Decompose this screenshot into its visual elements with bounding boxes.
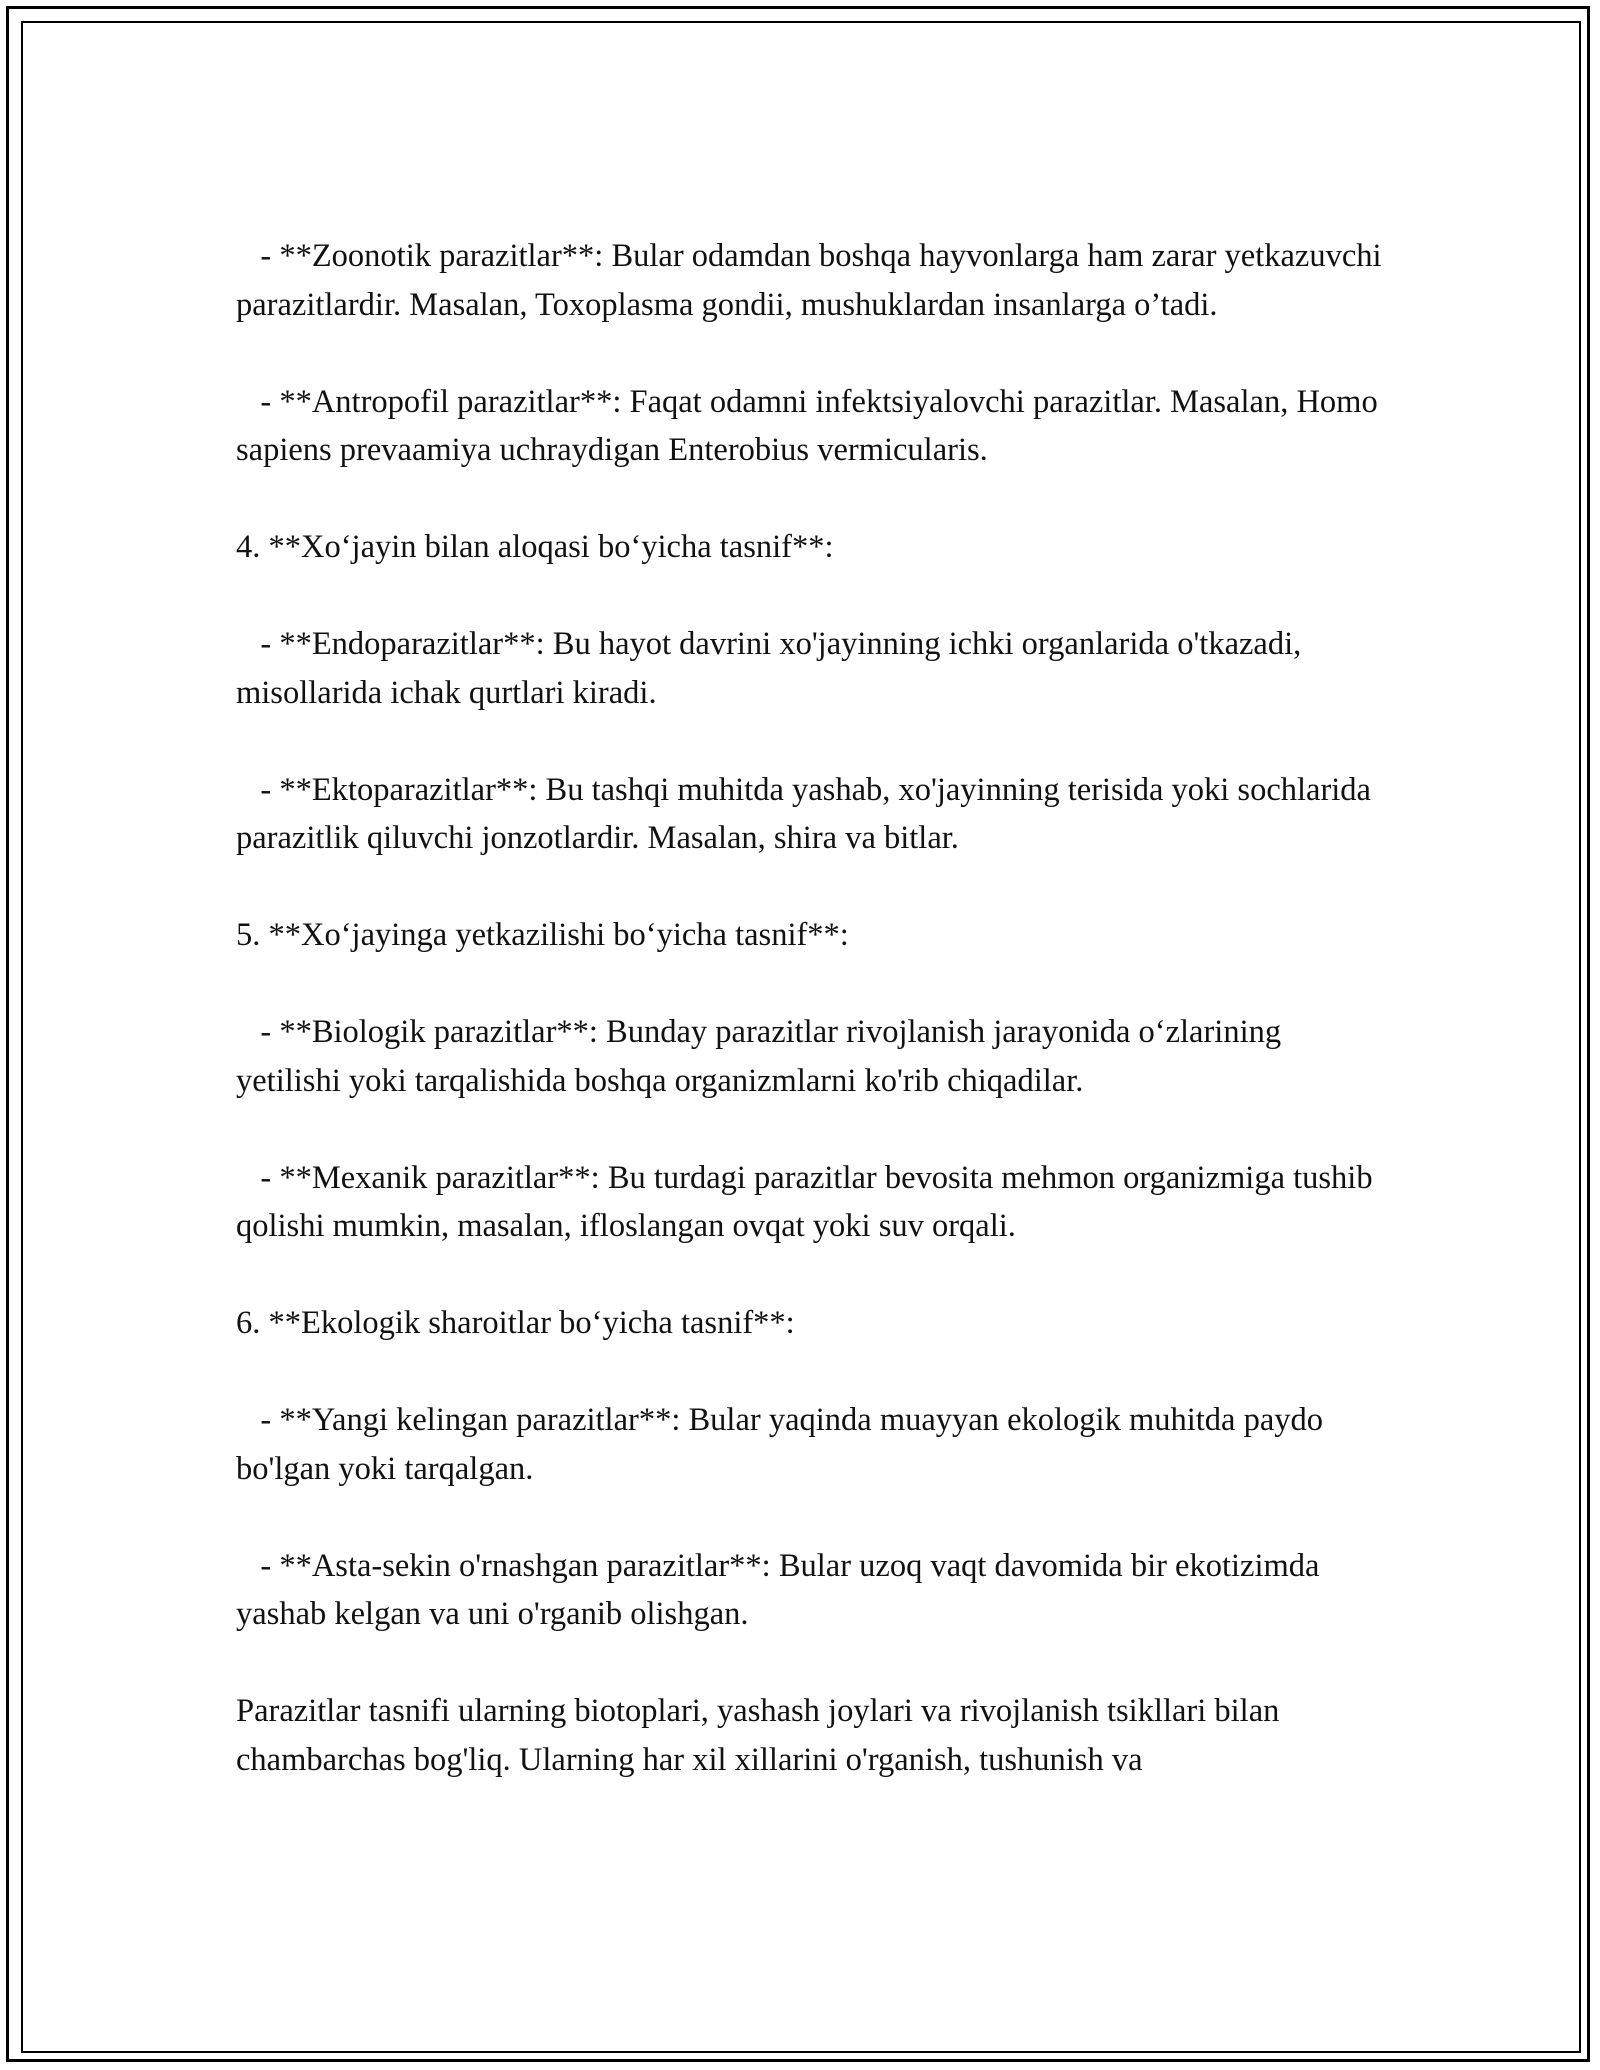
paragraph-ektoparazitlar: - **Ektoparazitlar**: Bu tashqi muhitda yashab, xo'jayinning terisida yoki sochlarida parazitlik qiluvchi jonzotlardir. Masalan, shira va bitlar. <box>236 771 1380 856</box>
paragraph-zoonotik: - **Zoonotik parazitlar**: Bular odamdan boshqa hayvonlarga ham zarar yetkazuvchi parazitlardir. Masalan, Toxoplasma gondii, mushuklardan insanlarga o’tadi. <box>236 238 1390 323</box>
paragraph-mexanik: - **Mexanik parazitlar**: Bu turdagi parazitlar bevosita mehmon organizmiga tushib qolishi mumkin, masalan, ifloslangan ovqat yoki suv orqali. <box>236 1159 1381 1244</box>
paragraph-conclusion: Parazitlar tasnifi ularning biotoplari, yashash joylari va rivojlanish tsikllari bilan chambarchas bog'liq. Ularning har xil xillarini o'rganish, tushunish va <box>236 1693 1288 1778</box>
paragraph-asta-sekin: - **Asta-sekin o'rnashgan parazitlar**: Bular uzoq vaqt davomida bir ekotizimda yashab kelgan va uni o'rganib olishgan. <box>236 1547 1328 1632</box>
paragraph-yangi-kelingan: - **Yangi kelingan parazitlar**: Bular yaqinda muayyan ekologik muhitda paydo bo'lgan yoki tarqalgan. <box>236 1402 1332 1487</box>
document-body <box>236 232 1390 1784</box>
heading-host-relation: 4. **Xo‘jayin bilan aloqasi bo‘yicha tasnif**: <box>236 529 834 565</box>
paragraph-antropofil: - **Antropofil parazitlar**: Faqat odamni infektsiyalovchi parazitlar. Masalan, Homo sapiens prevaamiya uchraydigan Enterobius vermicularis. <box>236 383 1386 468</box>
paragraph-endoparazitlar: - **Endoparazitlar**: Bu hayot davrini xo'jayinning ichki organlarida o'tkazadi, misollarida ichak qurtlari kiradi. <box>236 626 1310 711</box>
paragraph-biologik: - **Biologik parazitlar**: Bunday parazitlar rivojlanish jarayonida o‘zlarining yetilishi yoki tarqalishida boshqa organizmlarni ko'rib chiqadilar. <box>236 1014 1290 1099</box>
heading-host-transmission: 5. **Xo‘jayinga yetkazilishi bo‘yicha tasnif**: <box>236 917 849 953</box>
heading-ecological: 6. **Ekologik sharoitlar bo‘yicha tasnif**: <box>236 1305 795 1341</box>
